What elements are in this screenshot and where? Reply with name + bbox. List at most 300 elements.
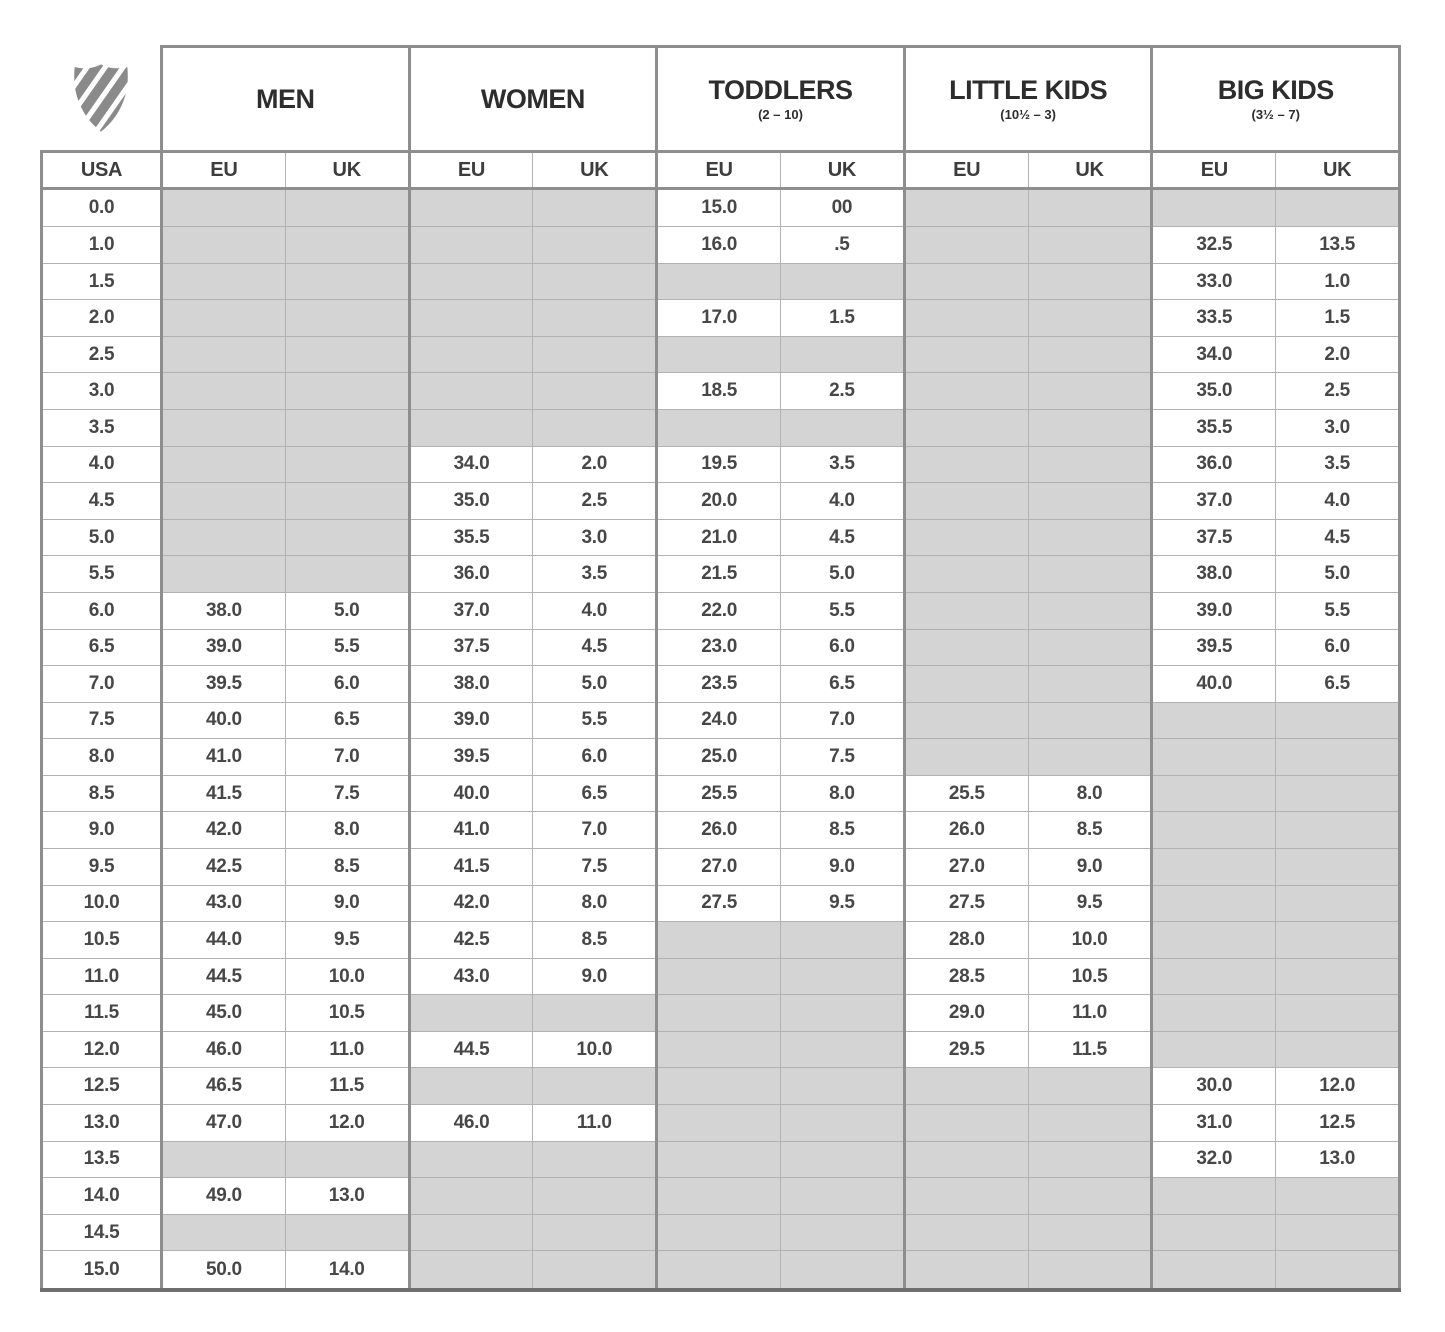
- size-cell: [285, 410, 409, 447]
- size-cell: [1028, 629, 1152, 666]
- size-cell: 46.0: [409, 1105, 533, 1142]
- usa-size-cell: 5.5: [42, 556, 162, 593]
- size-cell: [1152, 995, 1276, 1032]
- usa-size-cell: 13.0: [42, 1105, 162, 1142]
- size-cell: 38.0: [162, 592, 286, 629]
- group-title: WOMEN: [480, 83, 585, 114]
- group-header-little-kids: [904, 47, 1152, 152]
- size-cell: [904, 336, 1028, 373]
- table-row: [42, 483, 1400, 520]
- size-cell: [409, 336, 533, 373]
- table-row: [42, 958, 1400, 995]
- size-cell: [781, 995, 905, 1032]
- usa-size-cell: 14.5: [42, 1214, 162, 1251]
- size-cell: 16.0: [657, 227, 781, 264]
- size-cell: 35.5: [409, 519, 533, 556]
- size-cell: [533, 410, 657, 447]
- usa-size-cell: 14.0: [42, 1178, 162, 1215]
- size-cell: 5.5: [533, 702, 657, 739]
- size-cell: [1028, 1068, 1152, 1105]
- size-cell: [409, 189, 533, 227]
- size-cell: 39.0: [162, 629, 286, 666]
- size-cell: [533, 1068, 657, 1105]
- size-cell: [781, 1214, 905, 1251]
- group-header-women: [409, 47, 657, 152]
- size-cell: 9.0: [1028, 849, 1152, 886]
- size-cell: [162, 189, 286, 227]
- size-cell: 26.0: [657, 812, 781, 849]
- size-cell: [162, 263, 286, 300]
- size-cell: 5.5: [1276, 592, 1400, 629]
- size-cell: [1152, 775, 1276, 812]
- size-cell: [162, 373, 286, 410]
- size-cell: 30.0: [1152, 1068, 1276, 1105]
- size-cell: [1276, 189, 1400, 227]
- size-cell: 6.5: [1276, 666, 1400, 703]
- size-cell: 3.5: [781, 446, 905, 483]
- table-row: [42, 1105, 1400, 1142]
- size-cell: [162, 1141, 286, 1178]
- size-cell: 6.0: [533, 739, 657, 776]
- group-size-range: (10½ – 3): [1000, 107, 1056, 123]
- size-cell: 42.5: [409, 922, 533, 959]
- size-cell: 46.0: [162, 1031, 286, 1068]
- group-header-big-kids: [1152, 47, 1400, 152]
- table-row: [42, 556, 1400, 593]
- size-cell: [781, 958, 905, 995]
- usa-size-cell: 7.5: [42, 702, 162, 739]
- column-header-eu-1: EU: [162, 152, 286, 189]
- table-row: [42, 227, 1400, 264]
- size-cell: [1152, 885, 1276, 922]
- size-cell: [285, 227, 409, 264]
- size-cell: 27.0: [657, 849, 781, 886]
- size-cell: [904, 629, 1028, 666]
- size-cell: 15.0: [657, 189, 781, 227]
- size-cell: 24.0: [657, 702, 781, 739]
- brand-logo-cell: [42, 47, 162, 152]
- size-cell: 10.5: [1028, 958, 1152, 995]
- size-cell: [285, 519, 409, 556]
- size-cell: 43.0: [409, 958, 533, 995]
- size-cell: [657, 1251, 781, 1290]
- size-cell: [904, 556, 1028, 593]
- size-cell: 10.0: [533, 1031, 657, 1068]
- size-cell: 46.5: [162, 1068, 286, 1105]
- size-cell: 9.0: [285, 885, 409, 922]
- size-cell: 3.0: [1276, 410, 1400, 447]
- size-cell: 6.0: [285, 666, 409, 703]
- table-row: [42, 1178, 1400, 1215]
- size-cell: 42.5: [162, 849, 286, 886]
- size-cell: [1028, 410, 1152, 447]
- size-cell: 7.0: [285, 739, 409, 776]
- size-cell: 5.5: [781, 592, 905, 629]
- size-cell: [781, 410, 905, 447]
- size-cell: 23.5: [657, 666, 781, 703]
- size-cell: 4.5: [533, 629, 657, 666]
- size-cell: 1.5: [1276, 300, 1400, 337]
- size-cell: 7.0: [533, 812, 657, 849]
- table-row: [42, 1141, 1400, 1178]
- size-cell: 3.5: [533, 556, 657, 593]
- size-cell: [1028, 263, 1152, 300]
- size-cell: 8.0: [285, 812, 409, 849]
- usa-size-cell: 0.0: [42, 189, 162, 227]
- table-row: [42, 1214, 1400, 1251]
- size-cell: [781, 263, 905, 300]
- size-cell: 35.0: [1152, 373, 1276, 410]
- size-cell: 28.5: [904, 958, 1028, 995]
- column-header-usa: USA: [42, 152, 162, 189]
- table-row: [42, 922, 1400, 959]
- size-cell: 9.0: [533, 958, 657, 995]
- size-cell: 39.5: [162, 666, 286, 703]
- usa-size-cell: 1.5: [42, 263, 162, 300]
- size-cell: 9.0: [781, 849, 905, 886]
- size-cell: [409, 1068, 533, 1105]
- table-row: [42, 373, 1400, 410]
- group-header-men: [162, 47, 410, 152]
- size-cell: [409, 227, 533, 264]
- size-cell: [533, 1251, 657, 1290]
- size-cell: 26.0: [904, 812, 1028, 849]
- size-cell: [657, 410, 781, 447]
- table-row: [42, 1251, 1400, 1290]
- usa-size-cell: 11.5: [42, 995, 162, 1032]
- size-cell: 27.5: [904, 885, 1028, 922]
- size-cell: [1028, 1214, 1152, 1251]
- size-cell: 8.5: [285, 849, 409, 886]
- size-cell: 39.5: [409, 739, 533, 776]
- size-cell: 47.0: [162, 1105, 286, 1142]
- group-header-row: [42, 47, 1400, 152]
- size-cell: 44.5: [162, 958, 286, 995]
- size-cell: [1152, 189, 1276, 227]
- size-cell: 43.0: [162, 885, 286, 922]
- size-cell: [657, 1068, 781, 1105]
- size-cell: 13.5: [1276, 227, 1400, 264]
- size-cell: [1028, 373, 1152, 410]
- usa-size-cell: 4.0: [42, 446, 162, 483]
- size-cell: [533, 227, 657, 264]
- size-cell: 39.5: [1152, 629, 1276, 666]
- size-cell: [1276, 702, 1400, 739]
- size-cell: 42.0: [162, 812, 286, 849]
- table-row: [42, 812, 1400, 849]
- size-cell: [1152, 849, 1276, 886]
- size-cell: 9.5: [1028, 885, 1152, 922]
- size-cell: [1152, 1031, 1276, 1068]
- size-cell: 38.0: [1152, 556, 1276, 593]
- size-cell: [162, 446, 286, 483]
- size-cell: [904, 227, 1028, 264]
- size-cell: [781, 336, 905, 373]
- size-cell: 10.0: [285, 958, 409, 995]
- size-cell: 12.0: [1276, 1068, 1400, 1105]
- size-cell: [904, 702, 1028, 739]
- size-cell: 17.0: [657, 300, 781, 337]
- table-row: [42, 702, 1400, 739]
- size-cell: [1028, 592, 1152, 629]
- size-cell: [1028, 1105, 1152, 1142]
- size-cell: 4.0: [781, 483, 905, 520]
- table-row: [42, 189, 1400, 227]
- size-cell: 37.0: [1152, 483, 1276, 520]
- size-cell: 8.5: [533, 922, 657, 959]
- size-cell: [533, 300, 657, 337]
- table-row: [42, 446, 1400, 483]
- size-cell: 8.5: [1028, 812, 1152, 849]
- size-cell: 6.5: [781, 666, 905, 703]
- size-cell: 5.0: [781, 556, 905, 593]
- size-cell: 23.0: [657, 629, 781, 666]
- subheader-row: [42, 152, 1400, 189]
- table-row: [42, 775, 1400, 812]
- k-swiss-shield-icon: [69, 61, 133, 135]
- size-cell: [904, 189, 1028, 227]
- size-cell: 8.0: [781, 775, 905, 812]
- size-cell: [162, 227, 286, 264]
- size-cell: [1276, 885, 1400, 922]
- size-cell: [781, 922, 905, 959]
- size-cell: [533, 189, 657, 227]
- size-cell: 6.0: [781, 629, 905, 666]
- size-cell: [1028, 666, 1152, 703]
- size-cell: 27.0: [904, 849, 1028, 886]
- size-cell: 00: [781, 189, 905, 227]
- size-cell: 5.0: [533, 666, 657, 703]
- group-size-range: (3½ – 7): [1251, 107, 1300, 123]
- size-cell: [533, 995, 657, 1032]
- size-cell: [1152, 922, 1276, 959]
- size-cell: 6.0: [1276, 629, 1400, 666]
- size-cell: 41.0: [162, 739, 286, 776]
- size-cell: [1028, 739, 1152, 776]
- size-cell: 7.5: [285, 775, 409, 812]
- size-conversion-table: [40, 45, 1401, 1292]
- size-cell: [904, 300, 1028, 337]
- size-cell: [409, 263, 533, 300]
- size-cell: [1152, 1178, 1276, 1215]
- size-cell: 36.0: [409, 556, 533, 593]
- size-cell: 42.0: [409, 885, 533, 922]
- size-cell: 35.5: [1152, 410, 1276, 447]
- size-cell: 25.0: [657, 739, 781, 776]
- size-cell: 12.5: [1276, 1105, 1400, 1142]
- size-cell: [1028, 1141, 1152, 1178]
- size-cell: [1152, 812, 1276, 849]
- size-cell: [657, 263, 781, 300]
- size-cell: [1028, 336, 1152, 373]
- size-cell: 5.0: [285, 592, 409, 629]
- size-cell: 11.0: [1028, 995, 1152, 1032]
- size-cell: 13.0: [285, 1178, 409, 1215]
- table-row: [42, 995, 1400, 1032]
- table-row: [42, 629, 1400, 666]
- size-cell: 10.0: [1028, 922, 1152, 959]
- column-header-uk-2: UK: [285, 152, 409, 189]
- size-cell: [1276, 995, 1400, 1032]
- size-cell: [162, 1214, 286, 1251]
- size-cell: 2.5: [781, 373, 905, 410]
- size-cell: 29.5: [904, 1031, 1028, 1068]
- size-cell: [904, 1214, 1028, 1251]
- size-cell: [1276, 1214, 1400, 1251]
- size-cell: [1152, 1214, 1276, 1251]
- size-cell: 45.0: [162, 995, 286, 1032]
- size-cell: [781, 1178, 905, 1215]
- size-cell: 34.0: [409, 446, 533, 483]
- size-cell: [657, 1141, 781, 1178]
- size-cell: [285, 556, 409, 593]
- usa-size-cell: 9.5: [42, 849, 162, 886]
- size-cell: [285, 1214, 409, 1251]
- size-cell: [1152, 958, 1276, 995]
- usa-size-cell: 10.5: [42, 922, 162, 959]
- table-row: [42, 300, 1400, 337]
- size-cell: [533, 1178, 657, 1215]
- size-cell: [904, 1068, 1028, 1105]
- size-cell: [904, 1141, 1028, 1178]
- table-body: [42, 189, 1400, 1291]
- usa-size-cell: 13.5: [42, 1141, 162, 1178]
- size-cell: 35.0: [409, 483, 533, 520]
- size-cell: [781, 1031, 905, 1068]
- size-cell: [162, 410, 286, 447]
- size-cell: [285, 189, 409, 227]
- column-header-uk-10: UK: [1276, 152, 1400, 189]
- size-cell: [1276, 1178, 1400, 1215]
- size-cell: 37.0: [409, 592, 533, 629]
- usa-size-cell: 12.5: [42, 1068, 162, 1105]
- size-cell: 40.0: [409, 775, 533, 812]
- size-cell: [162, 519, 286, 556]
- size-cell: 41.5: [409, 849, 533, 886]
- usa-size-cell: 8.0: [42, 739, 162, 776]
- usa-size-cell: 2.5: [42, 336, 162, 373]
- size-cell: 13.0: [1276, 1141, 1400, 1178]
- size-cell: [904, 263, 1028, 300]
- size-cell: [1028, 702, 1152, 739]
- usa-size-cell: 15.0: [42, 1251, 162, 1290]
- size-cell: [1276, 849, 1400, 886]
- size-cell: 39.0: [409, 702, 533, 739]
- size-cell: [162, 300, 286, 337]
- size-cell: [1152, 702, 1276, 739]
- size-cell: 7.5: [533, 849, 657, 886]
- size-cell: 32.0: [1152, 1141, 1276, 1178]
- size-cell: 18.5: [657, 373, 781, 410]
- size-cell: [285, 446, 409, 483]
- size-cell: 11.5: [1028, 1031, 1152, 1068]
- size-cell: [533, 336, 657, 373]
- table-row: [42, 1068, 1400, 1105]
- size-cell: 25.5: [904, 775, 1028, 812]
- usa-size-cell: 12.0: [42, 1031, 162, 1068]
- size-cell: [657, 1178, 781, 1215]
- size-cell: [162, 556, 286, 593]
- size-cell: [657, 995, 781, 1032]
- size-cell: 29.0: [904, 995, 1028, 1032]
- size-cell: 12.0: [285, 1105, 409, 1142]
- size-cell: [781, 1105, 905, 1142]
- size-cell: [285, 483, 409, 520]
- size-cell: 40.0: [1152, 666, 1276, 703]
- table-header: [42, 47, 1400, 189]
- usa-size-cell: 3.0: [42, 373, 162, 410]
- size-cell: [409, 1141, 533, 1178]
- size-cell: 31.0: [1152, 1105, 1276, 1142]
- size-cell: [1028, 483, 1152, 520]
- size-cell: 5.5: [285, 629, 409, 666]
- size-cell: 4.5: [781, 519, 905, 556]
- size-cell: 27.5: [657, 885, 781, 922]
- usa-size-cell: 4.5: [42, 483, 162, 520]
- usa-size-cell: 10.0: [42, 885, 162, 922]
- usa-size-cell: 7.0: [42, 666, 162, 703]
- size-cell: [781, 1068, 905, 1105]
- usa-size-cell: 11.0: [42, 958, 162, 995]
- size-cell: 34.0: [1152, 336, 1276, 373]
- size-cell: 1.0: [1276, 263, 1400, 300]
- size-cell: [409, 1214, 533, 1251]
- column-header-uk-4: UK: [533, 152, 657, 189]
- group-title: BIG KIDS: [1217, 74, 1334, 105]
- size-cell: [409, 1178, 533, 1215]
- size-cell: [285, 373, 409, 410]
- size-cell: 7.5: [781, 739, 905, 776]
- size-cell: 2.5: [1276, 373, 1400, 410]
- size-cell: 50.0: [162, 1251, 286, 1290]
- size-cell: [657, 1105, 781, 1142]
- usa-size-cell: 9.0: [42, 812, 162, 849]
- size-cell: [904, 1251, 1028, 1290]
- size-cell: 33.5: [1152, 300, 1276, 337]
- size-cell: [1276, 739, 1400, 776]
- size-cell: [904, 446, 1028, 483]
- size-cell: 21.0: [657, 519, 781, 556]
- group-title: TODDLERS: [708, 74, 853, 105]
- size-cell: 28.0: [904, 922, 1028, 959]
- size-cell: 2.0: [1276, 336, 1400, 373]
- size-cell: [1276, 922, 1400, 959]
- size-cell: 25.5: [657, 775, 781, 812]
- size-cell: 38.0: [409, 666, 533, 703]
- size-cell: [1028, 556, 1152, 593]
- size-cell: [657, 1214, 781, 1251]
- column-header-uk-8: UK: [1028, 152, 1152, 189]
- size-cell: [533, 373, 657, 410]
- usa-size-cell: 3.5: [42, 410, 162, 447]
- size-cell: [781, 1141, 905, 1178]
- size-cell: [1276, 775, 1400, 812]
- size-cell: 40.0: [162, 702, 286, 739]
- size-cell: [285, 300, 409, 337]
- size-cell: 4.0: [1276, 483, 1400, 520]
- size-cell: [409, 373, 533, 410]
- size-cell: 22.0: [657, 592, 781, 629]
- size-cell: 4.5: [1276, 519, 1400, 556]
- size-cell: [1276, 1031, 1400, 1068]
- group-title: MEN: [256, 83, 315, 114]
- size-cell: [1028, 227, 1152, 264]
- size-cell: [904, 373, 1028, 410]
- group-size-range: (2 – 10): [758, 107, 803, 123]
- size-cell: 36.0: [1152, 446, 1276, 483]
- usa-size-cell: 1.0: [42, 227, 162, 264]
- column-header-eu-9: EU: [1152, 152, 1276, 189]
